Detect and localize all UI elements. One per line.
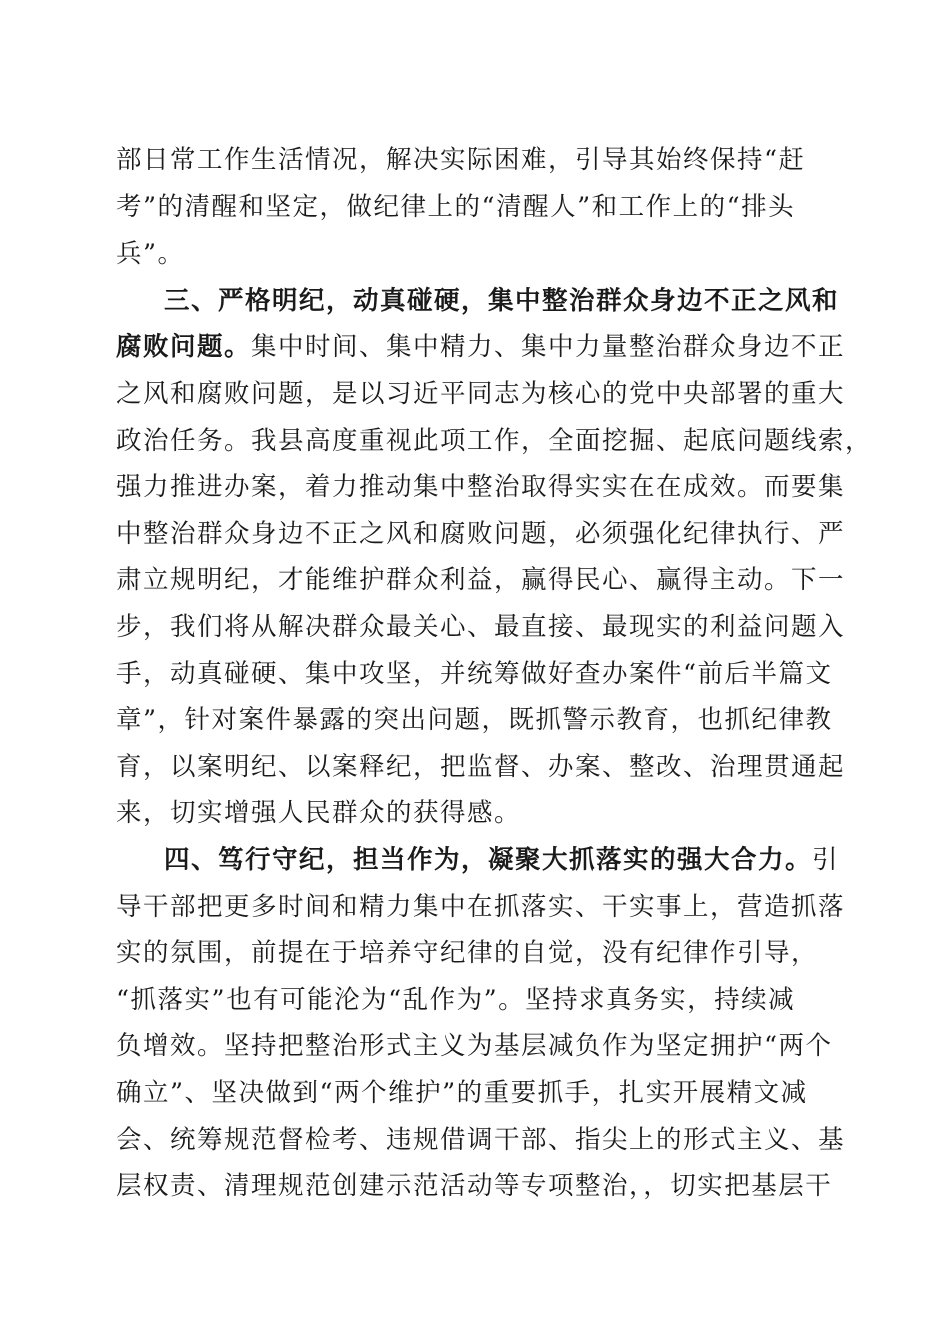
text-segment: 层权责、清理规范创建示范活动等专项整治，，切实把基层干 — [116, 1171, 833, 1201]
text-line — [116, 558, 845, 602]
text-segment: 步，我们将从解决群众最关心、最直接、最现实的利益问题入 — [116, 612, 846, 642]
text-line — [116, 372, 845, 416]
text-line — [116, 138, 806, 182]
text-segment: 确立”、坚决做到“两个维护”的重要抓手，扎实开展精文减 — [116, 1078, 808, 1108]
text-segment: 集中时间、集中精力、集中力量整治群众身边不正 — [251, 332, 846, 362]
section-heading-3 — [164, 279, 839, 323]
text-line — [116, 325, 845, 369]
section-heading-4 — [164, 838, 839, 882]
text-segment: 考”的清醒和坚定，做纪律上的“清醒人”和工作上的“排头 — [116, 192, 796, 222]
text-segment: 会、统筹规范督检考、违规借调干部、指尖上的形式主义、基 — [116, 1125, 846, 1155]
text-line — [116, 1071, 808, 1115]
text-line — [116, 1024, 833, 1068]
text-line — [116, 791, 521, 835]
text-segment: 章”，针对案件暴露的突出问题，既抓警示教育，也抓纪律教 — [116, 705, 833, 735]
text-line — [116, 232, 185, 276]
text-segment: 育，以案明纪、以案释纪，把监督、办案、整改、治理贯通起 — [116, 752, 846, 782]
text-segment: 实的氛围，前提在于培养守纪律的自觉，没有纪律作引导， — [116, 938, 819, 968]
text-line — [116, 185, 795, 229]
text-segment: 引 — [812, 845, 840, 875]
text-line — [116, 1118, 845, 1162]
text-segment: 导干部把更多时间和精力集中在抓落实、干实事上，营造抓落 — [116, 892, 846, 922]
text-segment: 手，动真碰硬、集中攻坚，并统筹做好查办案件“前后半篇文 — [116, 659, 833, 689]
text-segment: 强力推进办案，着力推动集中整治取得实实在在成效。而要集 — [116, 472, 846, 502]
text-line — [116, 419, 872, 463]
text-segment: “抓落实”也有可能沦为“乱作为”。坚持求真务实，持续减 — [116, 985, 796, 1015]
text-line — [116, 465, 845, 509]
text-segment: 来，切实增强人民群众的获得感。 — [116, 798, 522, 828]
heading-text: 三、严格明纪，动真碰硬，集中整治群众身边不正之风和 — [164, 286, 840, 316]
text-segment: 肃立规明纪，才能维护群众利益，赢得民心、赢得主动。下一 — [116, 565, 846, 595]
text-line — [116, 652, 833, 696]
heading-text: 四、笃行守纪，担当作为，凝聚大抓落实的强大合力。 — [164, 845, 813, 875]
text-line — [116, 605, 845, 649]
text-segment: 部日常工作生活情况，解决实际困难，引导其始终保持“赶 — [116, 145, 806, 175]
text-line — [116, 1164, 832, 1208]
text-line — [116, 931, 818, 975]
text-segment: 负增效。坚持把整治形式主义为基层减负作为坚定拥护“两个 — [116, 1031, 833, 1061]
text-line — [116, 698, 833, 742]
text-line — [116, 512, 845, 556]
heading-text: 腐败问题。 — [116, 332, 252, 362]
text-segment: 政治任务。我县高度重视此项工作，全面挖掘、起底问题线索， — [116, 426, 873, 456]
text-line — [116, 885, 845, 929]
text-segment: 中整治群众身边不正之风和腐败问题，必须强化纪律执行、严 — [116, 519, 846, 549]
text-segment: 之风和腐败问题，是以习近平同志为核心的党中央部署的重大 — [116, 379, 846, 409]
text-line — [116, 978, 795, 1022]
text-segment: 兵”。 — [116, 239, 185, 269]
text-line — [116, 745, 845, 789]
